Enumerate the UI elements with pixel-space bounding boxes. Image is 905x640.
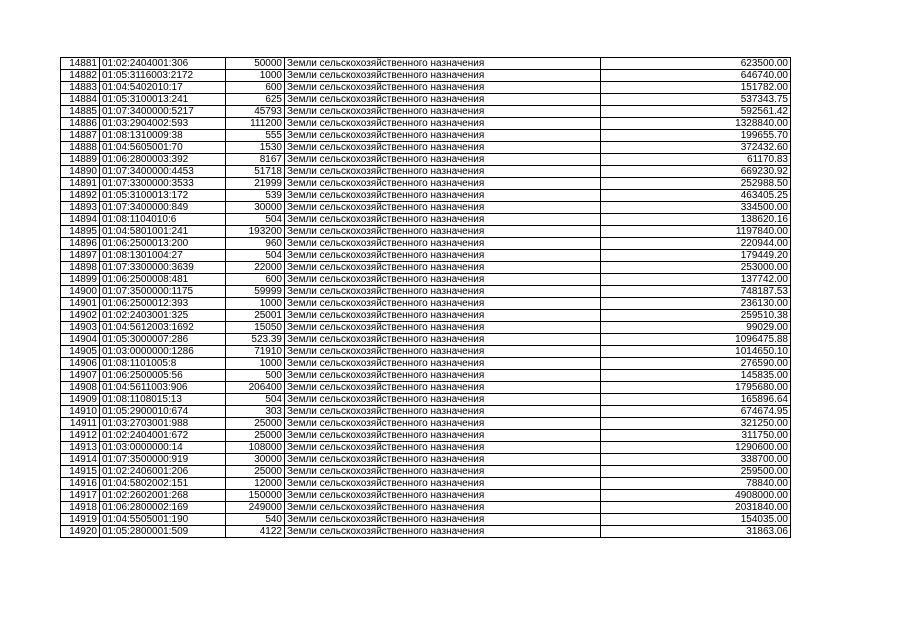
table-row bbox=[61, 490, 791, 502]
cadastral-value-cell: 674674.95 bbox=[601, 406, 791, 418]
area-cell: 30000 bbox=[226, 454, 285, 466]
area-cell: 249000 bbox=[226, 502, 285, 514]
row-number-cell: 14920 bbox=[61, 526, 100, 538]
table-row bbox=[61, 118, 791, 130]
table-row bbox=[61, 514, 791, 526]
area-cell: 1000 bbox=[226, 358, 285, 370]
cadastral-value-cell: 199655.70 bbox=[601, 130, 791, 142]
cadastral-number-cell: 01:04:5611003:906 bbox=[100, 382, 226, 394]
area-cell: 504 bbox=[226, 394, 285, 406]
row-number-cell: 14902 bbox=[61, 310, 100, 322]
area-cell: 50000 bbox=[226, 58, 285, 70]
table-row bbox=[61, 310, 791, 322]
land-category-cell: Земли сельскохозяйственного назначения bbox=[285, 442, 601, 454]
land-category-cell: Земли сельскохозяйственного назначения bbox=[285, 358, 601, 370]
area-cell: 1000 bbox=[226, 298, 285, 310]
cadastral-value-cell: 321250.00 bbox=[601, 418, 791, 430]
cadastral-value-cell: 252988.50 bbox=[601, 178, 791, 190]
table-row bbox=[61, 286, 791, 298]
area-cell: 4122 bbox=[226, 526, 285, 538]
table-row bbox=[61, 442, 791, 454]
row-number-cell: 14888 bbox=[61, 142, 100, 154]
table-row bbox=[61, 346, 791, 358]
table-row bbox=[61, 190, 791, 202]
row-number-cell: 14898 bbox=[61, 262, 100, 274]
row-number-cell: 14909 bbox=[61, 394, 100, 406]
area-cell: 12000 bbox=[226, 478, 285, 490]
land-category-cell: Земли сельскохозяйственного назначения bbox=[285, 430, 601, 442]
land-category-cell: Земли сельскохозяйственного назначения bbox=[285, 478, 601, 490]
cadastral-value-cell: 338700.00 bbox=[601, 454, 791, 466]
area-cell: 504 bbox=[226, 214, 285, 226]
land-category-cell: Земли сельскохозяйственного назначения bbox=[285, 514, 601, 526]
cadastral-number-cell: 01:06:2800003:392 bbox=[100, 154, 226, 166]
land-category-cell: Земли сельскохозяйственного назначения bbox=[285, 274, 601, 286]
row-number-cell: 14894 bbox=[61, 214, 100, 226]
area-cell: 15050 bbox=[226, 322, 285, 334]
cadastral-value-cell: 99029.00 bbox=[601, 322, 791, 334]
land-category-cell: Земли сельскохозяйственного назначения bbox=[285, 370, 601, 382]
table-row bbox=[61, 142, 791, 154]
cadastral-value-cell: 646740.00 bbox=[601, 70, 791, 82]
table-row bbox=[61, 166, 791, 178]
cadastral-number-cell: 01:04:5605001:70 bbox=[100, 142, 226, 154]
cadastral-number-cell: 01:07:3500000:1175 bbox=[100, 286, 226, 298]
area-cell: 25000 bbox=[226, 466, 285, 478]
table-row bbox=[61, 334, 791, 346]
land-category-cell: Земли сельскохозяйственного назначения bbox=[285, 82, 601, 94]
cadastral-number-cell: 01:07:3400000:5217 bbox=[100, 106, 226, 118]
land-category-cell: Земли сельскохозяйственного назначения bbox=[285, 454, 601, 466]
land-category-cell: Земли сельскохозяйственного назначения bbox=[285, 250, 601, 262]
area-cell: 71910 bbox=[226, 346, 285, 358]
cadastral-number-cell: 01:08:1104010:6 bbox=[100, 214, 226, 226]
area-cell: 59999 bbox=[226, 286, 285, 298]
cadastral-value-cell: 4908000.00 bbox=[601, 490, 791, 502]
table-row bbox=[61, 478, 791, 490]
cadastral-number-cell: 01:04:5612003:1692 bbox=[100, 322, 226, 334]
cadastral-value-cell: 1795680.00 bbox=[601, 382, 791, 394]
row-number-cell: 14901 bbox=[61, 298, 100, 310]
area-cell: 108000 bbox=[226, 442, 285, 454]
cadastral-value-cell: 372432.60 bbox=[601, 142, 791, 154]
cadastral-value-cell: 1197840.00 bbox=[601, 226, 791, 238]
row-number-cell: 14911 bbox=[61, 418, 100, 430]
cadastral-value-cell: 137742.00 bbox=[601, 274, 791, 286]
table-row bbox=[61, 214, 791, 226]
row-number-cell: 14900 bbox=[61, 286, 100, 298]
cadastral-number-cell: 01:07:3400000:849 bbox=[100, 202, 226, 214]
land-category-cell: Земли сельскохозяйственного назначения bbox=[285, 130, 601, 142]
area-cell: 1530 bbox=[226, 142, 285, 154]
area-cell: 600 bbox=[226, 82, 285, 94]
cadastral-value-cell: 236130.00 bbox=[601, 298, 791, 310]
land-category-cell: Земли сельскохозяйственного назначения bbox=[285, 298, 601, 310]
cadastral-value-cell: 179449.20 bbox=[601, 250, 791, 262]
cadastral-number-cell: 01:08:1101005:8 bbox=[100, 358, 226, 370]
land-category-cell: Земли сельскохозяйственного назначения bbox=[285, 118, 601, 130]
table-row bbox=[61, 358, 791, 370]
row-number-cell: 14907 bbox=[61, 370, 100, 382]
row-number-cell: 14916 bbox=[61, 478, 100, 490]
row-number-cell: 14897 bbox=[61, 250, 100, 262]
row-number-cell: 14903 bbox=[61, 322, 100, 334]
land-category-cell: Земли сельскохозяйственного назначения bbox=[285, 190, 601, 202]
area-cell: 523.39 bbox=[226, 334, 285, 346]
cadastral-number-cell: 01:05:3100013:241 bbox=[100, 94, 226, 106]
area-cell: 21999 bbox=[226, 178, 285, 190]
area-cell: 1000 bbox=[226, 70, 285, 82]
land-category-cell: Земли сельскохозяйственного назначения bbox=[285, 226, 601, 238]
cadastral-value-cell: 537343.75 bbox=[601, 94, 791, 106]
area-cell: 25000 bbox=[226, 418, 285, 430]
cadastral-value-cell: 253000.00 bbox=[601, 262, 791, 274]
land-category-cell: Земли сельскохозяйственного назначения bbox=[285, 526, 601, 538]
cadastral-value-cell: 1014650.10 bbox=[601, 346, 791, 358]
land-category-cell: Земли сельскохозяйственного назначения bbox=[285, 466, 601, 478]
row-number-cell: 14889 bbox=[61, 154, 100, 166]
area-cell: 625 bbox=[226, 94, 285, 106]
area-cell: 25000 bbox=[226, 430, 285, 442]
cadastral-number-cell: 01:06:2500012:393 bbox=[100, 298, 226, 310]
land-category-cell: Земли сельскохозяйственного назначения bbox=[285, 286, 601, 298]
cadastral-number-cell: 01:06:2500013:200 bbox=[100, 238, 226, 250]
land-registry-table bbox=[60, 57, 791, 538]
table-row bbox=[61, 322, 791, 334]
area-cell: 504 bbox=[226, 250, 285, 262]
table-body bbox=[61, 58, 791, 538]
row-number-cell: 14910 bbox=[61, 406, 100, 418]
row-number-cell: 14881 bbox=[61, 58, 100, 70]
row-number-cell: 14895 bbox=[61, 226, 100, 238]
table-row bbox=[61, 526, 791, 538]
row-number-cell: 14913 bbox=[61, 442, 100, 454]
area-cell: 303 bbox=[226, 406, 285, 418]
row-number-cell: 14908 bbox=[61, 382, 100, 394]
land-category-cell: Земли сельскохозяйственного назначения bbox=[285, 322, 601, 334]
cadastral-value-cell: 463405.25 bbox=[601, 190, 791, 202]
cadastral-number-cell: 01:06:2500008:481 bbox=[100, 274, 226, 286]
area-cell: 555 bbox=[226, 130, 285, 142]
table-row bbox=[61, 370, 791, 382]
cadastral-value-cell: 31863.06 bbox=[601, 526, 791, 538]
table-row bbox=[61, 298, 791, 310]
land-category-cell: Земли сельскохозяйственного назначения bbox=[285, 58, 601, 70]
row-number-cell: 14919 bbox=[61, 514, 100, 526]
cadastral-number-cell: 01:04:5802002:151 bbox=[100, 478, 226, 490]
land-category-cell: Земли сельскохозяйственного назначения bbox=[285, 178, 601, 190]
land-category-cell: Земли сельскохозяйственного назначения bbox=[285, 142, 601, 154]
table-row bbox=[61, 82, 791, 94]
land-category-cell: Земли сельскохозяйственного назначения bbox=[285, 490, 601, 502]
area-cell: 30000 bbox=[226, 202, 285, 214]
cadastral-number-cell: 01:05:3116003:2172 bbox=[100, 70, 226, 82]
land-category-cell: Земли сельскохозяйственного назначения bbox=[285, 382, 601, 394]
area-cell: 111200 bbox=[226, 118, 285, 130]
row-number-cell: 14906 bbox=[61, 358, 100, 370]
cadastral-value-cell: 276590.00 bbox=[601, 358, 791, 370]
table-row bbox=[61, 202, 791, 214]
cadastral-value-cell: 748187.53 bbox=[601, 286, 791, 298]
area-cell: 150000 bbox=[226, 490, 285, 502]
land-category-cell: Земли сельскохозяйственного назначения bbox=[285, 166, 601, 178]
table-row bbox=[61, 238, 791, 250]
area-cell: 45793 bbox=[226, 106, 285, 118]
cadastral-number-cell: 01:06:2500005:56 bbox=[100, 370, 226, 382]
row-number-cell: 14904 bbox=[61, 334, 100, 346]
cadastral-number-cell: 01:02:2403001:325 bbox=[100, 310, 226, 322]
table-row bbox=[61, 430, 791, 442]
table-row bbox=[61, 226, 791, 238]
cadastral-value-cell: 220944.00 bbox=[601, 238, 791, 250]
table-row bbox=[61, 394, 791, 406]
row-number-cell: 14892 bbox=[61, 190, 100, 202]
area-cell: 540 bbox=[226, 514, 285, 526]
cadastral-value-cell: 311750.00 bbox=[601, 430, 791, 442]
cadastral-value-cell: 1328840.00 bbox=[601, 118, 791, 130]
cadastral-value-cell: 669230.92 bbox=[601, 166, 791, 178]
area-cell: 960 bbox=[226, 238, 285, 250]
cadastral-value-cell: 78840.00 bbox=[601, 478, 791, 490]
land-category-cell: Земли сельскохозяйственного назначения bbox=[285, 346, 601, 358]
cadastral-value-cell: 1290600.00 bbox=[601, 442, 791, 454]
table-row bbox=[61, 178, 791, 190]
area-cell: 539 bbox=[226, 190, 285, 202]
cadastral-number-cell: 01:04:5402010:17 bbox=[100, 82, 226, 94]
cadastral-number-cell: 01:05:2900010:674 bbox=[100, 406, 226, 418]
table-row bbox=[61, 406, 791, 418]
cadastral-number-cell: 01:02:2404001:306 bbox=[100, 58, 226, 70]
land-category-cell: Земли сельскохозяйственного назначения bbox=[285, 310, 601, 322]
table-row bbox=[61, 262, 791, 274]
cadastral-number-cell: 01:03:0000000:1286 bbox=[100, 346, 226, 358]
row-number-cell: 14893 bbox=[61, 202, 100, 214]
table-row bbox=[61, 94, 791, 106]
cadastral-number-cell: 01:02:2602001:268 bbox=[100, 490, 226, 502]
cadastral-number-cell: 01:07:3400000:4453 bbox=[100, 166, 226, 178]
table-row bbox=[61, 58, 791, 70]
cadastral-number-cell: 01:05:3100013:172 bbox=[100, 190, 226, 202]
table-row bbox=[61, 250, 791, 262]
area-cell: 193200 bbox=[226, 226, 285, 238]
cadastral-number-cell: 01:06:2800002:169 bbox=[100, 502, 226, 514]
area-cell: 22000 bbox=[226, 262, 285, 274]
cadastral-value-cell: 138620.16 bbox=[601, 214, 791, 226]
row-number-cell: 14883 bbox=[61, 82, 100, 94]
land-category-cell: Земли сельскохозяйственного назначения bbox=[285, 70, 601, 82]
cadastral-value-cell: 145835.00 bbox=[601, 370, 791, 382]
cadastral-value-cell: 151782.00 bbox=[601, 82, 791, 94]
row-number-cell: 14886 bbox=[61, 118, 100, 130]
cadastral-number-cell: 01:04:5801001:241 bbox=[100, 226, 226, 238]
cadastral-value-cell: 61170.83 bbox=[601, 154, 791, 166]
row-number-cell: 14915 bbox=[61, 466, 100, 478]
row-number-cell: 14890 bbox=[61, 166, 100, 178]
row-number-cell: 14914 bbox=[61, 454, 100, 466]
cadastral-value-cell: 2031840.00 bbox=[601, 502, 791, 514]
cadastral-number-cell: 01:03:2703001:988 bbox=[100, 418, 226, 430]
table-row bbox=[61, 454, 791, 466]
cadastral-number-cell: 01:02:2406001:206 bbox=[100, 466, 226, 478]
row-number-cell: 14884 bbox=[61, 94, 100, 106]
area-cell: 25001 bbox=[226, 310, 285, 322]
row-number-cell: 14891 bbox=[61, 178, 100, 190]
cadastral-value-cell: 1096475.88 bbox=[601, 334, 791, 346]
cadastral-number-cell: 01:07:3300000:3533 bbox=[100, 178, 226, 190]
area-cell: 600 bbox=[226, 274, 285, 286]
cadastral-value-cell: 259510.38 bbox=[601, 310, 791, 322]
table-row bbox=[61, 106, 791, 118]
table-row bbox=[61, 466, 791, 478]
land-category-cell: Земли сельскохозяйственного назначения bbox=[285, 334, 601, 346]
land-category-cell: Земли сельскохозяйственного назначения bbox=[285, 406, 601, 418]
land-category-cell: Земли сельскохозяйственного назначения bbox=[285, 94, 601, 106]
table-row bbox=[61, 154, 791, 166]
cadastral-number-cell: 01:02:2404001:672 bbox=[100, 430, 226, 442]
table-row bbox=[61, 130, 791, 142]
row-number-cell: 14905 bbox=[61, 346, 100, 358]
land-category-cell: Земли сельскохозяйственного назначения bbox=[285, 262, 601, 274]
land-category-cell: Земли сельскохозяйственного назначения bbox=[285, 154, 601, 166]
land-category-cell: Земли сельскохозяйственного назначения bbox=[285, 502, 601, 514]
row-number-cell: 14918 bbox=[61, 502, 100, 514]
cadastral-number-cell: 01:03:0000000:14 bbox=[100, 442, 226, 454]
cadastral-value-cell: 259500.00 bbox=[601, 466, 791, 478]
cadastral-number-cell: 01:05:2800001:509 bbox=[100, 526, 226, 538]
cadastral-number-cell: 01:07:3300000:3639 bbox=[100, 262, 226, 274]
land-category-cell: Земли сельскохозяйственного назначения bbox=[285, 238, 601, 250]
cadastral-value-cell: 623500.00 bbox=[601, 58, 791, 70]
table-row bbox=[61, 418, 791, 430]
land-category-cell: Земли сельскохозяйственного назначения bbox=[285, 214, 601, 226]
area-cell: 51718 bbox=[226, 166, 285, 178]
cadastral-value-cell: 154035.00 bbox=[601, 514, 791, 526]
land-category-cell: Земли сельскохозяйственного назначения bbox=[285, 394, 601, 406]
land-category-cell: Земли сельскохозяйственного назначения bbox=[285, 202, 601, 214]
row-number-cell: 14885 bbox=[61, 106, 100, 118]
land-category-cell: Земли сельскохозяйственного назначения bbox=[285, 106, 601, 118]
cadastral-number-cell: 01:08:1310009:38 bbox=[100, 130, 226, 142]
row-number-cell: 14887 bbox=[61, 130, 100, 142]
row-number-cell: 14882 bbox=[61, 70, 100, 82]
cadastral-number-cell: 01:08:1301004:27 bbox=[100, 250, 226, 262]
row-number-cell: 14899 bbox=[61, 274, 100, 286]
cadastral-value-cell: 592561.42 bbox=[601, 106, 791, 118]
table-row bbox=[61, 502, 791, 514]
row-number-cell: 14912 bbox=[61, 430, 100, 442]
cadastral-number-cell: 01:07:3500000:919 bbox=[100, 454, 226, 466]
table-row bbox=[61, 274, 791, 286]
cadastral-number-cell: 01:04:5505001:190 bbox=[100, 514, 226, 526]
land-category-cell: Земли сельскохозяйственного назначения bbox=[285, 418, 601, 430]
row-number-cell: 14917 bbox=[61, 490, 100, 502]
table-row bbox=[61, 70, 791, 82]
area-cell: 500 bbox=[226, 370, 285, 382]
table-row bbox=[61, 382, 791, 394]
cadastral-number-cell: 01:08:1108015:13 bbox=[100, 394, 226, 406]
row-number-cell: 14896 bbox=[61, 238, 100, 250]
cadastral-value-cell: 334500.00 bbox=[601, 202, 791, 214]
cadastral-number-cell: 01:05:3000007:286 bbox=[100, 334, 226, 346]
cadastral-number-cell: 01:03:2904002:593 bbox=[100, 118, 226, 130]
area-cell: 206400 bbox=[226, 382, 285, 394]
area-cell: 8167 bbox=[226, 154, 285, 166]
cadastral-value-cell: 165896.64 bbox=[601, 394, 791, 406]
